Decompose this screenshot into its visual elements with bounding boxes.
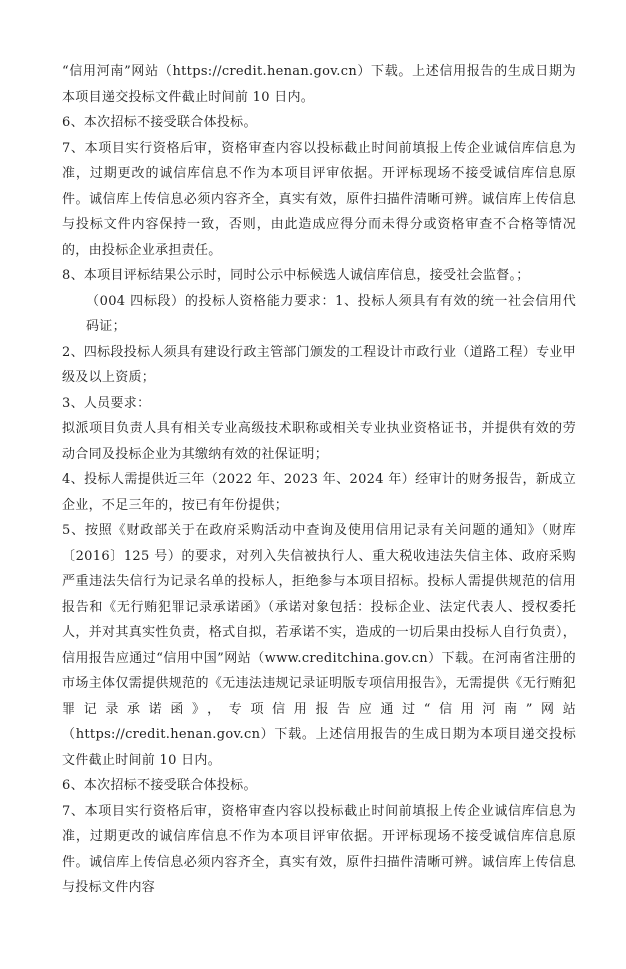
paragraph-item-3-personnel-heading: 3、人员要求： bbox=[62, 395, 151, 411]
paragraph-personnel-detail: 拟派项目负责人具有相关专业高级技术职称或相关专业执业资格证书，并提供有效的劳动合同及投标企业为其缴纳有效的社保证明； bbox=[62, 421, 576, 462]
paragraph-item-7-post-qualification: 7、本项目实行资格后审，资格审查内容以投标截止时间前填报上传企业诚信库信息为准，过期更改的诚信库信息不作为本项目评审依据。开评标现场不接受诚信库信息原件。诚信库上传信息必须内容齐全，真实有效，原件扫描件清晰可辨。诚信库上传信息与投标文件内容保持一致，否则，由此造成应得分而未得分或资格审查不合格等情况的，由投标企业承担责任。 bbox=[62, 140, 576, 258]
paragraph-item-2-qualification: 2、四标段投标人须具有建设行政主管部门颁发的工程设计市政行业（道路工程）专业甲级及以上资质； bbox=[62, 344, 576, 385]
paragraph-item-7-post-qualification-repeat: 7、本项目实行资格后审，资格审查内容以投标截止时间前填报上传企业诚信库信息为准，过期更改的诚信库信息不作为本项目评审依据。开评标现场不接受诚信库信息原件。诚信库上传信息必须内容齐全，真实有效，原件扫描件清晰可辨。诚信库上传信息与投标文件内容 bbox=[62, 803, 576, 895]
paragraph-item-6-no-consortium-repeat: 6、本次招标不接受联合体投标。 bbox=[62, 778, 257, 793]
paragraph-credit-henan-download: “信用河南”网站（https://credit.henan.gov.cn）下载。上述信用报告的生成日期为本项目递交投标文件截止时间前 10 日内。 bbox=[62, 64, 576, 105]
paragraph-item-8-publicity: 8、本项目评标结果公示时，同时公示中标候选人诚信库信息，接受社会监督。； bbox=[62, 268, 530, 283]
paragraph-item-4-financial: 4、投标人需提供近三年（2022 年、2023 年、2024 年）经审计的财务报告，新成立企业，不足三年的，按已有年份提供； bbox=[62, 472, 576, 513]
paragraph-item-6-no-consortium: 6、本次招标不接受联合体投标。 bbox=[62, 115, 257, 130]
paragraph-item-5-credit: 5、按照《财政部关于在政府采购活动中查询及使用信用记录有关问题的通知》（财库〔2016〕125 号）的要求，对列入失信被执行人、重大税收违法失信主体、政府采购严重违法失信行为记录名单的投标人，拒绝参与本项目招标。投标人需提供规范的信用报告和《无行贿犯罪记录承诺函》（承诺对象包括：投标企业、法定代表人、授权委托人，并对其真实性负责，格式自拟，若承诺不实，造成的一切后果由投标人自行负责），信用报告应通过“信用中国”网站（www.creditchina.gov.cn）下载。在河南省注册的市场主体仅需提供规范的《无违法违规记录证明版专项信用报告》，无需提供《无行贿犯罪记录承诺函》，专项信用报告应通过“信用河南”网站（https://credit.henan.gov.cn）下载。上述信用报告的生成日期为本项目递交投标文件截止时间前 10 日内。 bbox=[62, 523, 576, 768]
paragraph-lot-4-requirements: （004 四标段）的投标人资格能力要求：1、投标人须具有有效的统一社会信用代码证； bbox=[86, 293, 576, 334]
